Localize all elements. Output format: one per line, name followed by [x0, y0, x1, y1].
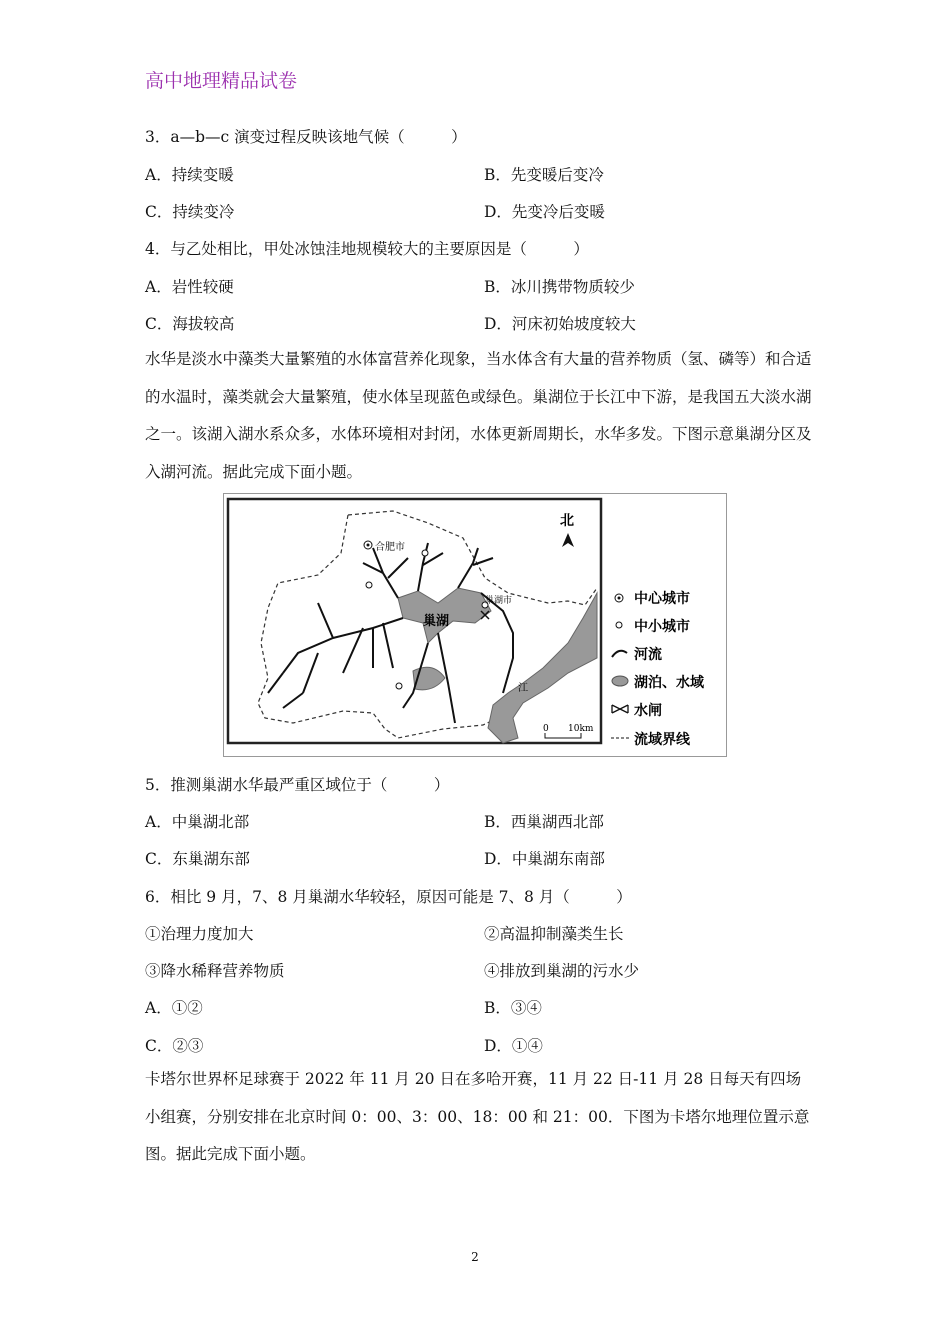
q6-statement-4: ④排放到巢湖的污水少: [484, 962, 640, 980]
legend-river: 河流: [634, 647, 662, 663]
q5-option-c: C．东巢湖东部: [145, 850, 250, 868]
legend-center-city: 中心城市: [634, 591, 690, 607]
q3-stem: 3．a—b—c 演变过程反映该地气候（ ）: [145, 128, 467, 146]
q6-option-b: B．③④: [484, 999, 542, 1017]
q5-option-a: A．中巢湖北部: [145, 813, 250, 831]
legend-boundary: 流域界线: [634, 732, 690, 748]
passage-qatar-world-cup: 卡塔尔世界杯足球赛于 2022 年 11 月 20 日在多哈开赛，11 月 22 日-11 月 28 日每天有四场小组赛，分别安排在北京时间 0：00、3：00、18：00 和 21：00．下图为卡塔尔地理位置示意图。据此完成下面小题。: [145, 1070, 810, 1163]
legend-lake: 湖泊、水域: [634, 675, 704, 691]
page-number: 2: [471, 1250, 479, 1264]
label-river: 江: [518, 683, 528, 694]
q5-stem: 5．推测巢湖水华最严重区域位于（ ）: [145, 776, 450, 794]
legend-sluice: 水闸: [634, 703, 662, 719]
small-city-icon: [396, 683, 402, 689]
q4-stem: 4．与乙处相比，甲处冰蚀洼地规模较大的主要原因是（ ）: [145, 240, 589, 258]
label-lake: 巢湖: [423, 614, 450, 629]
q6-stem: 6．相比 9 月，7、8 月巢湖水华较轻，原因可能是 7、8 月（ ）: [145, 888, 632, 906]
legend-small-city: 中小城市: [634, 619, 690, 635]
label-chaohu-city: 巢湖市: [485, 596, 513, 606]
q6-statement-2: ②高温抑制藻类生长: [484, 925, 624, 943]
scale-length: 10km: [568, 724, 594, 734]
q4-option-b: B．冰川携带物质较少: [484, 278, 635, 296]
q6-option-c: C．②③: [145, 1037, 204, 1055]
q6-option-a: A．①②: [145, 999, 203, 1017]
q3-option-d: D．先变冷后变暖: [484, 203, 605, 221]
q4-option-a: A．岩性较硬: [145, 278, 234, 296]
q5-option-b: B．西巢湖西北部: [484, 813, 604, 831]
q5-option-d: D．中巢湖东南部: [484, 850, 605, 868]
north-label: 北: [560, 513, 574, 529]
scale-zero: 0: [543, 724, 549, 734]
q6-option-d: D．①④: [484, 1037, 543, 1055]
passage-water-bloom: 水华是淡水中藻类大量繁殖的水体富营养化现象，当水体含有大量的营养物质（氢、磷等）和合适的水温时，藻类就会大量繁殖，使水体呈现蓝色或绿色。巢湖位于长江中下游，是我国五大淡水湖之一。该湖入湖水系众多，水体环境相对封闭，水体更新周期长，水华多发。下图示意巢湖分区及入湖河流。据此完成下面小题。: [145, 350, 812, 481]
page-header: 高中地理精品试卷: [145, 70, 298, 92]
q3-option-a: A．持续变暖: [145, 166, 234, 184]
chaohu-map: [223, 493, 727, 757]
q3-option-b: B．先变暖后变冷: [484, 166, 604, 184]
q6-statement-3: ③降水稀释营养物质: [145, 962, 285, 980]
legend-lake-icon: [612, 676, 628, 686]
q3-option-c: C．持续变冷: [145, 203, 235, 221]
label-hefei: 合肥市: [375, 542, 405, 553]
q4-option-c: C．海拔较高: [145, 315, 235, 333]
q6-statement-1: ①治理力度加大: [145, 925, 254, 943]
small-city-icon: [366, 582, 372, 588]
q4-option-d: D．河床初始坡度较大: [484, 315, 636, 333]
legend-small-city-icon: [616, 622, 622, 628]
small-city-icon: [422, 550, 428, 556]
